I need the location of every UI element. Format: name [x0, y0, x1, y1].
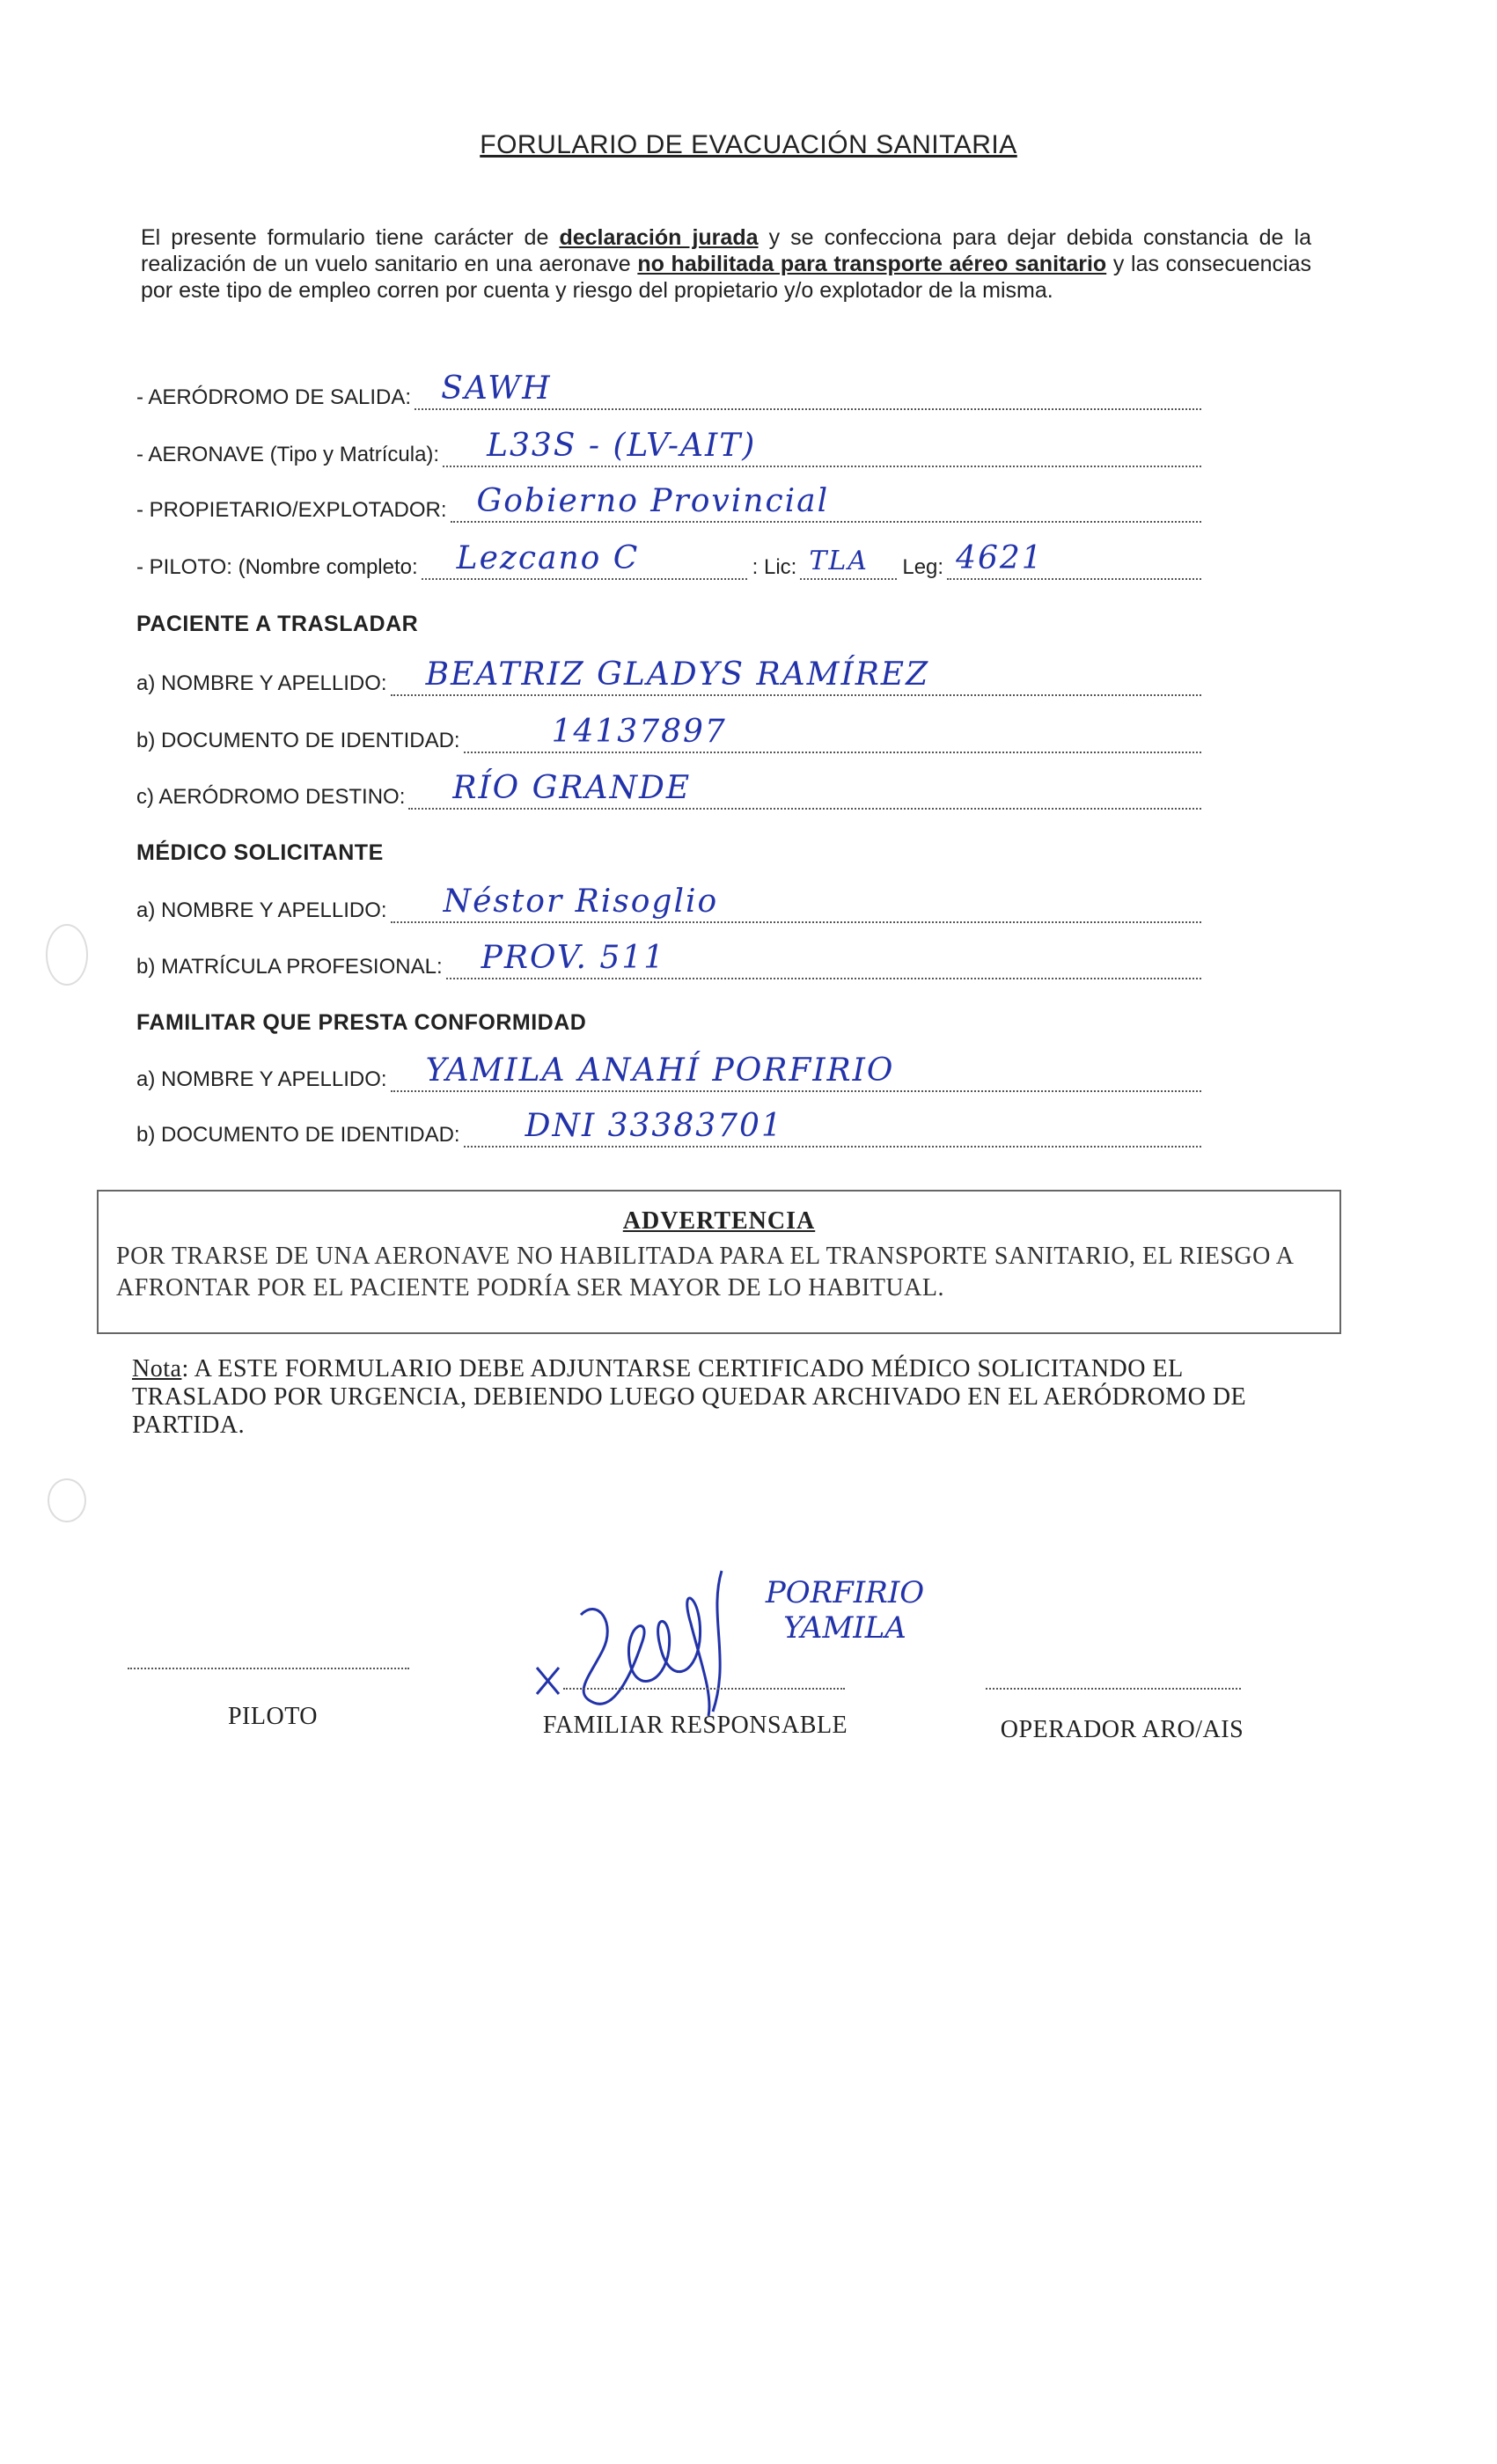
advertencia-text: POR TRARSE DE UNA AERONAVE NO HABILITADA PARA EL TRANSPORTE SANITARIO, EL RIESGO A AFRONTAR POR EL PACIENTE PODRÍA SER MAYOR DE LO HABITUAL. [116, 1243, 1293, 1302]
medico-matricula-field[interactable] [446, 940, 1201, 979]
paciente-destino-field[interactable] [408, 770, 1201, 810]
paciente-heading: PACIENTE A TRASLADAR [136, 612, 419, 636]
lic-label: : Lic: [752, 555, 797, 579]
nota-paragraph [132, 1355, 1303, 1440]
advertencia-box [97, 1190, 1341, 1334]
piloto-signature-label: PILOTO [227, 1703, 319, 1730]
intro-paragraph [141, 224, 1311, 304]
lic-field[interactable] [800, 546, 897, 580]
operador-signature-line[interactable] [986, 1688, 1241, 1690]
familiar-documento-label: b) DOCUMENTO DE IDENTIDAD: [136, 1123, 460, 1147]
intro-declaracion-jurada: declaración jurada [559, 225, 759, 250]
paciente-destino-label: c) AERÓDROMO DESTINO: [136, 785, 406, 809]
familiar-nombre-value: YAMILA ANAHÍ PORFIRIO [425, 1052, 895, 1089]
familiar-signature-label: FAMILIAR RESPONSABLE [542, 1712, 848, 1739]
leg-label: Leg: [902, 555, 944, 579]
piloto-field[interactable] [422, 540, 747, 580]
propietario-value: Gobierno Provincial [476, 483, 830, 519]
intro-text-2: y se confecciona para dejar debida constancia de la realización de un vuelo sanitario en una aeronave [141, 225, 1311, 276]
leg-value: 4621 [956, 540, 1044, 576]
medico-heading: MÉDICO SOLICITANTE [136, 840, 384, 865]
paciente-documento-value: 14137897 [551, 714, 727, 750]
piloto-value: Lezcano C [456, 540, 640, 576]
advertencia-title: ADVERTENCIA [622, 1207, 816, 1235]
familiar-signature [519, 1562, 783, 1720]
lic-value: TLA [809, 546, 869, 576]
row-piloto [136, 540, 1201, 580]
medico-matricula-value: PROV. 511 [481, 940, 666, 976]
medico-matricula-label: b) MATRÍCULA PROFESIONAL: [136, 955, 443, 979]
paciente-documento-label: b) DOCUMENTO DE IDENTIDAD: [136, 729, 460, 752]
form-title: FORULARIO DE EVACUACIÓN SANITARIA [480, 130, 1017, 159]
familiar-nombre-field[interactable] [391, 1052, 1201, 1092]
punch-hole-upper [46, 924, 88, 986]
intro-text-3: y las consecuencias por este tipo de empleo corren por cuenta y riesgo del propietario y/o explotador de la misma. [141, 252, 1311, 303]
row-familiar-nombre [136, 1052, 1201, 1092]
punch-hole-lower [48, 1478, 86, 1522]
aeronave-label: - AERONAVE (Tipo y Matrícula): [136, 443, 440, 466]
row-propietario [136, 483, 1201, 523]
operador-signature-label: OPERADOR ARO/AIS [1000, 1716, 1244, 1743]
paciente-documento-field[interactable] [464, 714, 1201, 753]
aeronave-field[interactable] [443, 428, 1201, 467]
medico-nombre-value: Néstor Risoglio [443, 884, 719, 920]
propietario-field[interactable] [451, 483, 1202, 523]
row-medico-nombre [136, 884, 1201, 923]
paciente-nombre-field[interactable] [391, 656, 1201, 696]
aerodromo-salida-field[interactable] [415, 370, 1201, 410]
familiar-heading: FAMILITAR QUE PRESTA CONFORMIDAD [136, 1010, 587, 1035]
aeronave-value: L33S - (LV-AIT) [487, 428, 757, 464]
piloto-signature-line[interactable] [128, 1668, 409, 1669]
intro-no-habilitada: no habilitada para transporte aéreo sanitario [637, 252, 1107, 276]
aerodromo-salida-value: SAWH [441, 370, 552, 407]
piloto-label: - PILOTO: (Nombre completo: [136, 555, 418, 579]
medico-nombre-field[interactable] [391, 884, 1201, 923]
row-aerodromo-salida [136, 370, 1201, 410]
paciente-nombre-label: a) NOMBRE Y APELLIDO: [136, 671, 387, 695]
row-paciente-documento [136, 714, 1201, 753]
nota-label: Nota [132, 1355, 182, 1382]
paciente-destino-value: RÍO GRANDE [452, 770, 692, 806]
row-aeronave [136, 428, 1201, 467]
row-paciente-destino [136, 770, 1201, 810]
aerodromo-salida-label: - AERÓDROMO DE SALIDA: [136, 385, 412, 409]
medico-nombre-label: a) NOMBRE Y APELLIDO: [136, 898, 387, 922]
familiar-nombre-label: a) NOMBRE Y APELLIDO: [136, 1067, 387, 1091]
row-medico-matricula [136, 940, 1201, 979]
familiar-signature-line[interactable] [563, 1688, 845, 1690]
row-paciente-nombre [136, 656, 1201, 696]
nota-text: : A ESTE FORMULARIO DEBE ADJUNTARSE CERTIFICADO MÉDICO SOLICITANDO EL TRASLADO POR URGENCIA, DEBIENDO LUEGO QUEDAR ARCHIVADO EN EL AERÓDROMO DE PARTIDA. [132, 1355, 1247, 1439]
intro-text-1: El presente formulario tiene carácter de [141, 225, 549, 250]
familiar-documento-field[interactable] [464, 1108, 1201, 1148]
familiar-documento-value: DNI 33383701 [525, 1108, 783, 1144]
row-familiar-documento [136, 1108, 1201, 1148]
familiar-sign-name: PORFIRIO YAMILA [765, 1575, 925, 1646]
leg-field[interactable] [947, 540, 1201, 580]
propietario-label: - PROPIETARIO/EXPLOTADOR: [136, 498, 447, 522]
paciente-nombre-value: BEATRIZ GLADYS RAMÍREZ [425, 656, 930, 693]
